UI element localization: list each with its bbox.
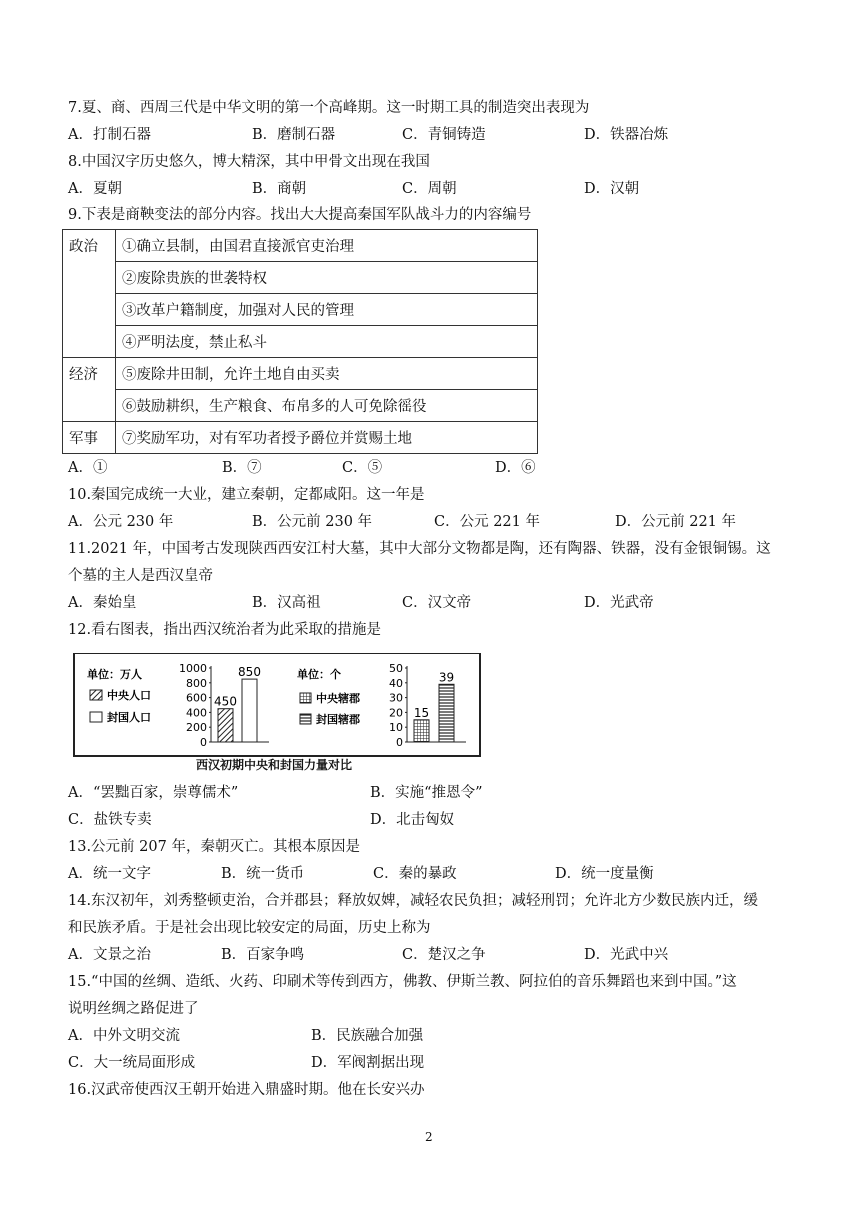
chart1-tick-label: 400 xyxy=(186,706,207,720)
chart2-bar-label-2: 39 xyxy=(438,670,455,685)
q12-stem: 12.看右图表，指出西汉统治者为此采取的措施是 xyxy=(68,622,382,638)
chart2-tick-label: 30 xyxy=(389,691,403,705)
q16-stem: 16.汉武帝使西汉王朝开始进入鼎盛时期。他在长安兴办 xyxy=(68,1082,425,1098)
power-comparison-chart xyxy=(73,653,481,757)
chart1-legend-swatch-fiefdom xyxy=(90,712,102,722)
q10-option-b: B．公元前 230 年 xyxy=(252,514,373,530)
q14-option-b: B．百家争鸣 xyxy=(221,947,305,963)
chart2-bar-1 xyxy=(414,720,429,742)
q10-option-d: D．公元前 221 年 xyxy=(615,514,737,530)
q8-option-d: D．汉朝 xyxy=(584,181,640,197)
q7-option-d: D．铁器冶炼 xyxy=(584,127,669,143)
page-number: 2 xyxy=(425,1130,433,1144)
q11-stem-line1: 11.2021 年，中国考古发现陕西西安江村大墓，其中大部分文物都是陶，还有陶器、铁器，没有金银铜锡。这 xyxy=(68,541,771,557)
q12-option-b: B．实施“推恩令” xyxy=(370,785,483,801)
q10-option-a: A．公元 230 年 xyxy=(68,514,174,530)
q13-option-a: A．统一文字 xyxy=(68,866,151,882)
chart-svg xyxy=(75,654,479,755)
chart2-legend-central: 中央辖郡 xyxy=(316,692,360,705)
q14-option-c: C．楚汉之争 xyxy=(402,947,486,963)
q7-option-b: B．磨制石器 xyxy=(252,127,336,143)
chart1-tick-label: 200 xyxy=(186,721,207,735)
chart1-legend-swatch-central xyxy=(90,690,102,700)
chart2-plot xyxy=(389,662,466,749)
q10-stem: 10.秦国完成统一大业，建立秦朝，定都咸阳。这一年是 xyxy=(68,487,425,503)
q8-option-b: B．商朝 xyxy=(252,181,307,197)
q15-option-a: A．中外文明交流 xyxy=(68,1028,180,1044)
q10-option-c: C．公元 221 年 xyxy=(434,514,540,530)
q13-option-b: B．统一货币 xyxy=(221,866,305,882)
chart2-tick-label: 0 xyxy=(396,736,403,749)
chart1-legend-fiefdom: 封国人口 xyxy=(107,711,151,724)
q14-stem-line2: 和民族矛盾。于是社会出现比较安定的局面，历史上称为 xyxy=(68,920,431,936)
reform-item-3: ③改革户籍制度，加强对人民的管理 xyxy=(116,294,538,326)
q7-option-c: C．青铜铸造 xyxy=(402,127,486,143)
chart1-tick-label: 0 xyxy=(200,736,207,749)
chart2-tick-label: 20 xyxy=(389,706,403,720)
chart1-legend-central: 中央人口 xyxy=(107,689,151,702)
q11-option-a: A．秦始皇 xyxy=(68,595,137,611)
q15-stem-line2: 说明丝绸之路促进了 xyxy=(68,1001,199,1017)
q15-stem-line1: 15.“中国的丝绸、造纸、火药、印刷术等传到西方，佛教、伊斯兰教、阿拉伯的音乐舞蹈也来到中国。”这 xyxy=(68,974,737,990)
chart1-plot xyxy=(179,662,269,749)
reform-item-1: ①确立县制，由国君直接派官吏治理 xyxy=(116,230,538,262)
category-military: 军事 xyxy=(63,422,116,454)
q13-stem: 13.公元前 207 年，秦朝灭亡。其根本原因是 xyxy=(68,839,360,855)
q9-option-b: B．⑦ xyxy=(222,460,262,476)
q15-option-b: B．民族融合加强 xyxy=(311,1028,424,1044)
q8-option-c: C．周朝 xyxy=(402,181,457,197)
reform-item-4: ④严明法度，禁止私斗 xyxy=(116,326,538,358)
chart2-legend-swatch-central xyxy=(300,693,311,703)
q14-option-a: A．文景之治 xyxy=(68,947,151,963)
q14-option-d: D．光武中兴 xyxy=(584,947,669,963)
q8-option-a: A．夏朝 xyxy=(68,181,122,197)
chart1-bar-label-1: 450 xyxy=(214,694,237,709)
q11-option-b: B．汉高祖 xyxy=(252,595,321,611)
chart1-tick-label: 600 xyxy=(186,691,207,705)
q15-option-d: D．军阀割据出现 xyxy=(311,1055,425,1071)
q12-option-d: D．北击匈奴 xyxy=(370,812,455,828)
q11-option-c: C．汉文帝 xyxy=(402,595,472,611)
chart1-bar-label-2: 850 xyxy=(238,665,261,680)
chart-caption: 西汉初期中央和封国力量对比 xyxy=(196,758,353,772)
q15-option-c: C．大一统局面形成 xyxy=(68,1055,196,1071)
chart2-tick-label: 10 xyxy=(389,721,403,735)
q11-stem-line2: 个墓的主人是西汉皇帝 xyxy=(68,568,213,584)
q9-option-c: C．⑤ xyxy=(342,460,383,476)
q12-option-c: C．盐铁专卖 xyxy=(68,812,152,828)
q7-option-a: A．打制石器 xyxy=(68,127,151,143)
q9-option-a: A．① xyxy=(68,460,108,476)
chart1-unit-label: 单位：万人 xyxy=(87,668,142,681)
chart2-legend-swatch-fiefdom xyxy=(300,714,311,724)
chart1-bar-1 xyxy=(218,709,233,742)
reform-item-5: ⑤废除井田制，允许土地自由买卖 xyxy=(116,358,538,390)
q11-option-d: D．光武帝 xyxy=(584,595,654,611)
chart2-tick-label: 50 xyxy=(389,662,403,675)
chart1-tick-label: 800 xyxy=(186,676,207,690)
chart2-bar-2 xyxy=(439,684,454,742)
chart1-tick-label: 1000 xyxy=(179,662,207,675)
chart2-tick-label: 40 xyxy=(389,676,403,690)
reform-item-7: ⑦奖励军功，对有军功者授予爵位并赏赐土地 xyxy=(116,422,538,454)
chart1-bar-2 xyxy=(242,679,257,742)
q7-stem: 7.夏、商、西周三代是中华文明的第一个高峰期。这一时期工具的制造突出表现为 xyxy=(68,100,590,116)
chart2-legend-fiefdom: 封国辖郡 xyxy=(316,713,360,726)
reform-item-2: ②废除贵族的世袭特权 xyxy=(116,262,538,294)
category-economy: 经济 xyxy=(63,358,116,422)
category-politics: 政治 xyxy=(63,230,116,358)
q9-option-d: D．⑥ xyxy=(495,460,536,476)
q8-stem: 8.中国汉字历史悠久，博大精深，其中甲骨文出现在我国 xyxy=(68,154,430,170)
reform-table xyxy=(62,229,538,454)
q9-stem: 9.下表是商鞅变法的部分内容。找出大大提高秦国军队战斗力的内容编号 xyxy=(68,207,532,223)
q14-stem-line1: 14.东汉初年，刘秀整顿吏治，合并郡县；释放奴婢，减轻农民负担；减轻刑罚；允许北方少数民族内迁，缓 xyxy=(68,893,759,909)
chart2-bar-label-1: 15 xyxy=(413,705,430,720)
reform-item-6: ⑥鼓励耕织，生产粮食、布帛多的人可免除徭役 xyxy=(116,390,538,422)
q12-option-a: A．“罢黜百家，崇尊儒术” xyxy=(68,785,239,801)
q13-option-c: C．秦的暴政 xyxy=(373,866,457,882)
q13-option-d: D．统一度量衡 xyxy=(555,866,654,882)
chart2-unit-label: 单位：个 xyxy=(297,668,341,681)
